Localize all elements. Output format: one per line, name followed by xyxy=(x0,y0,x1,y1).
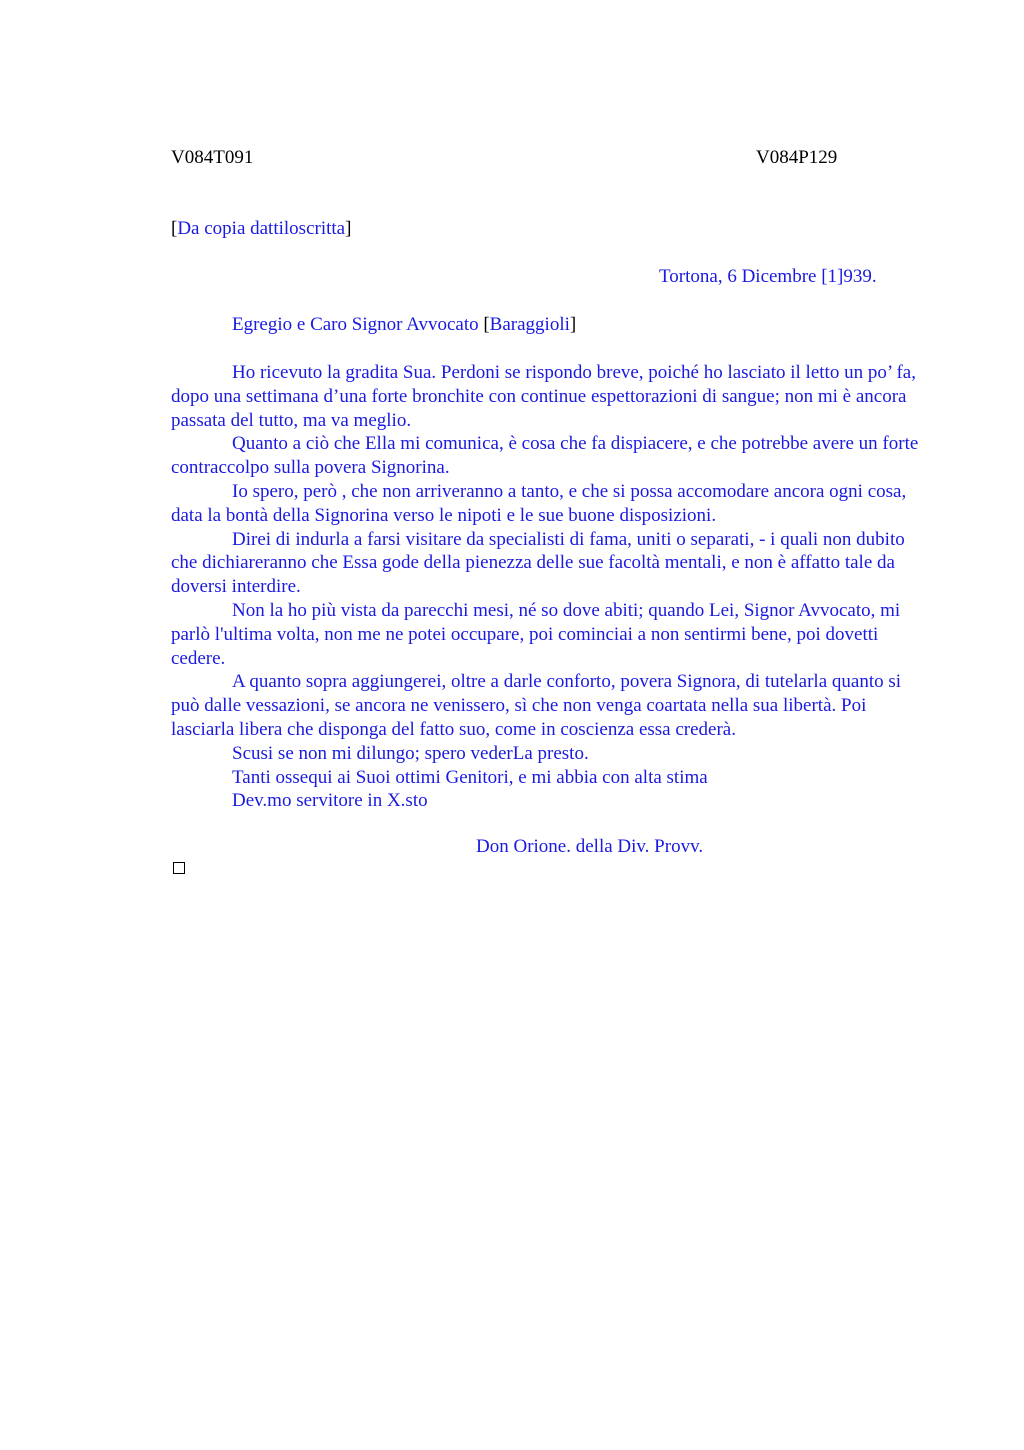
document-code-right: V084P129 xyxy=(756,147,838,168)
source-note-open-bracket: [ xyxy=(171,218,178,239)
dateline: Tortona, 6 Dicembre [1]939. xyxy=(659,266,877,287)
letter-body xyxy=(171,361,921,813)
paragraph-5: Non la ho più vista da parecchi mesi, né so dove abiti; quando Lei, Signor Avvocato, mi parlò l'ultima volta, non me ne potei occupare, poi cominciai a non sentirmi bene, poi dovetti cedere. xyxy=(171,599,901,669)
source-note-text: Da copia dattiloscritta xyxy=(177,218,346,239)
source-note-close-bracket: ] xyxy=(345,218,352,239)
paragraph-3: Io spero, però , che non arriveranno a tanto, e che si possa accomodare ancora ogni cosa, data la bontà della Signorina verso le nipoti e le sue buone disposizioni. xyxy=(171,480,907,526)
paragraph-7: Scusi se non mi dilungo; spero vederLa presto. xyxy=(232,742,589,764)
paragraph-6: A quanto sopra aggiungerei, oltre a darle conforto, povera Signora, di tutelarla quanto si può dalle vessazioni, se ancora ne venissero, sì che non venga coartata nella sua libertà. Poi lasciarla libera che disponga del fatto suo, come in coscienza essa crederà. xyxy=(171,671,902,740)
paragraph-1: Ho ricevuto la gradita Sua. Perdoni se rispondo breve, poiché ho lasciato il letto un po’ fa, dopo una settimana d’una forte bronchite con continue espettorazioni di sangue; non mi è ancora passata del tutto, ma va meglio. xyxy=(171,362,916,431)
salutation-open-bracket: [ xyxy=(483,314,490,335)
salutation xyxy=(232,313,576,337)
source-note xyxy=(171,217,351,241)
paragraph-2: Quanto a ciò che Ella mi comunica, è cosa che fa dispiacere, e che potrebbe avere un forte contraccolpo sulla povera Signorina. xyxy=(171,433,919,479)
end-of-document-box-icon xyxy=(173,862,185,874)
paragraph-4: Direi di indurla a farsi visitare da specialisti di fama, uniti o separati, - i quali non dubito che dichiareranno che Essa gode della pienezza delle sue facoltà mentali, e non è affatto tale da doversi interdire. xyxy=(171,528,905,598)
paragraph-8: Tanti ossequi ai Suoi ottimi Genitori, e mi abbia con alta stima xyxy=(232,766,708,788)
signature: Don Orione. della Div. Provv. xyxy=(476,836,704,857)
salutation-name: Baraggioli xyxy=(489,314,570,335)
salutation-text: Egregio e Caro Signor Avvocato xyxy=(232,314,484,335)
document-code-left: V084T091 xyxy=(171,147,254,168)
salutation-close-bracket: ] xyxy=(569,314,577,335)
closing-line: Dev.mo servitore in X.sto xyxy=(232,790,428,812)
